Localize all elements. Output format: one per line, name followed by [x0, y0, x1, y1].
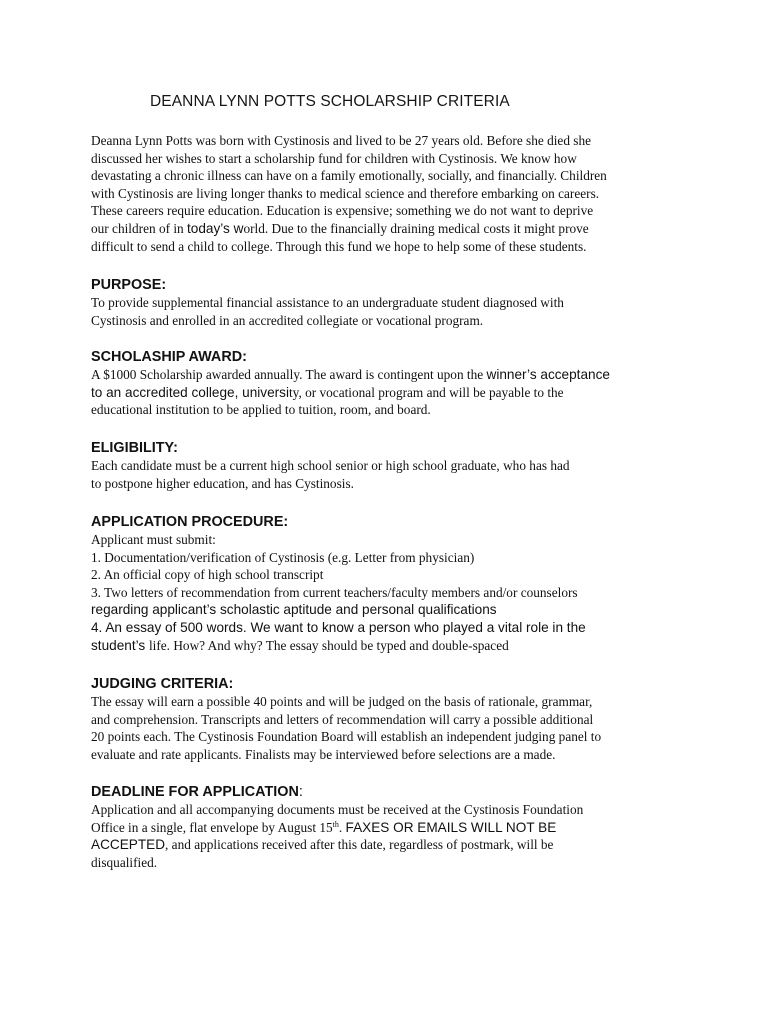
eligibility-line: to postpone higher education, and has Cystinosis.: [91, 475, 354, 491]
judging-line: 20 points each. The Cystinosis Foundation Board will establish an independent judging panel to: [91, 729, 602, 745]
eligibility-section: [91, 439, 691, 492]
intro-line: Deanna Lynn Potts was born with Cystinosis and lived to be 27 years old. Before she died she: [91, 133, 592, 148]
judging-line: The essay will earn a possible 40 points and will be judged on the basis of rationale, grammar,: [91, 694, 593, 709]
purpose-line: Cystinosis and enrolled in an accredited collegiate or vocational program.: [91, 312, 484, 328]
award-text: A $1000 Scholarship awarded annually. The award is contingent upon the: [91, 367, 487, 382]
intro-line: with Cystinosis are living longer thanks to medical science and therefore embarking on careers.: [91, 185, 600, 201]
application-item: 4. An essay of 500 words. We want to know a person who played a vital role in the: [91, 619, 586, 635]
intro-line: These careers require education. Education is expensive; something we do not want to deprive: [91, 203, 594, 219]
application-heading: APPLICATION PROCEDURE:: [91, 514, 289, 530]
intro-line: difficult to send a child to college. Through this fund we hope to help some of these students.: [91, 238, 587, 254]
award-section: [91, 348, 691, 419]
deadline-text: ACCEPTED: [91, 837, 166, 853]
application-item: 2. An official copy of high school transcript: [91, 567, 324, 583]
purpose-line: To provide supplemental financial assistance to an undergraduate student diagnosed with: [91, 295, 564, 310]
intro-text: orld. Due to the financially draining medical costs it might prove: [243, 220, 589, 236]
deadline-text: , and applications received after this date, regardless of postmark, will be: [165, 837, 554, 853]
purpose-section: [91, 276, 691, 329]
award-text: winner’s acceptance: [486, 367, 610, 382]
intro-text: our children of in: [91, 220, 188, 236]
intro-line: [91, 220, 691, 238]
judging-line: and comprehension. Transcripts and letters of recommendation will carry a possible additional: [91, 711, 594, 727]
deadline-line: [91, 836, 691, 854]
deadline-line: disqualified.: [91, 854, 158, 870]
judging-line: evaluate and rate applicants. Finalists may be interviewed before selections are a made.: [91, 746, 556, 762]
award-text: to an accredited college, universi: [91, 384, 289, 400]
award-line: [91, 384, 691, 402]
deadline-section: [91, 783, 691, 871]
intro-line: devastating a chronic illness can have on a family emotionally, socially, and financially. Children: [91, 168, 607, 184]
application-text: life. How? And why? The essay should be typed and double-spaced: [148, 637, 509, 653]
deadline-text: FAXES OR EMAILS WILL NOT BE: [345, 819, 557, 835]
application-line: Applicant must submit:: [91, 532, 216, 547]
purpose-heading: PURPOSE:: [91, 277, 167, 293]
intro-line: discussed her wishes to start a scholarship fund for children with Cystinosis. We know how: [91, 150, 577, 166]
deadline-heading-colon: :: [298, 784, 303, 800]
award-heading: SCHOLASHIP AWARD:: [91, 349, 247, 365]
application-item: 1. Documentation/verification of Cystinosis (e.g. Letter from physician): [91, 549, 475, 565]
judging-heading: JUDGING CRITERIA:: [91, 676, 234, 692]
eligibility-heading: ELIGIBILITY:: [91, 440, 178, 456]
application-section: [91, 513, 691, 654]
deadline-line: [91, 819, 691, 837]
judging-section: [91, 675, 691, 763]
intro-paragraph: [91, 132, 691, 255]
award-line: [91, 366, 691, 384]
application-item: 3. Two letters of recommendation from current teachers/faculty members and/or counselors: [91, 584, 578, 600]
application-text: student’s: [91, 637, 149, 653]
application-item: [91, 637, 691, 655]
eligibility-line: Each candidate must be a current high school senior or high school graduate, who has had: [91, 458, 570, 473]
deadline-text: Office in a single, flat envelope by August 15: [91, 819, 333, 835]
deadline-heading-text: DEADLINE FOR APPLICATION: [91, 784, 299, 800]
award-line: educational institution to be applied to tuition, room, and board.: [91, 402, 431, 418]
intro-text: today’s w: [187, 220, 244, 236]
application-item: regarding applicant’s scholastic aptitude and personal qualifications: [91, 602, 497, 618]
page-title: DEANNA LYNN POTTS SCHOLARSHIP CRITERIA: [150, 93, 510, 110]
deadline-heading: [91, 783, 691, 801]
deadline-line: Application and all accompanying documents must be received at the Cystinosis Foundation: [91, 802, 584, 817]
award-text: ty, or vocational program and will be payable to the: [288, 384, 564, 400]
deadline-text: .: [338, 819, 346, 835]
deadline-superscript: th: [332, 819, 339, 829]
